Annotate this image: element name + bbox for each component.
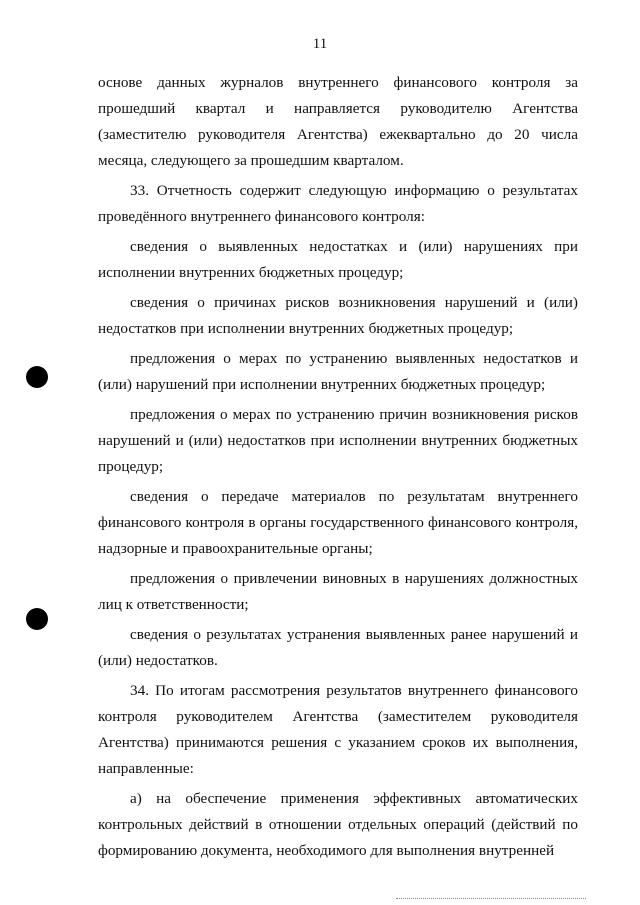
paragraph-list-item: сведения о причинах рисков возникновения нарушений и (или) недостатков при исполнении внутренних бюджетных процедур; <box>98 294 578 337</box>
paragraph-34: 34. По итогам рассмотрения результатов внутреннего финансового контроля руководителем Агентства (заместителем руководителя Агентства) принимаются решения с указанием сроков их выполнения, направленные: <box>98 682 578 777</box>
paragraph-list-item: сведения о результатах устранения выявленных ранее нарушений и (или) недостатков. <box>98 626 578 669</box>
punch-hole-top <box>26 366 48 388</box>
paragraph-34a: а) на обеспечение применения эффективных автоматических контрольных действий в отношении отдельных операций (действий по формированию документа, необходимого для выполнения внутренней <box>98 790 578 859</box>
paragraph-list-item: предложения о мерах по устранению выявленных недостатков и (или) нарушений при исполнении внутренних бюджетных процедур; <box>98 350 578 393</box>
punch-hole-bottom <box>26 608 48 630</box>
paragraph-list-item: предложения о мерах по устранению причин возникновения рисков нарушений и (или) недостатков при исполнении внутренних бюджетных процедур; <box>98 406 578 475</box>
paragraph-list-item: сведения о передаче материалов по результатам внутреннего финансового контроля в органы государственного финансового контроля, надзорные и правоохранительные органы; <box>98 488 578 557</box>
paragraph-list-item: предложения о привлечении виновных в нарушениях должностных лиц к ответственности; <box>98 570 578 613</box>
paragraph-list-item: сведения о выявленных недостатках и (или) нарушениях при исполнении внутренних бюджетных процедур; <box>98 238 578 281</box>
paragraph-continuation: основе данных журналов внутреннего финансового контроля за прошедший квартал и направляется руководителю Агентства (заместителю руководителя Агентства) ежеквартально до 20 числа месяца, следующего за прошедшим кварталом. <box>98 74 578 169</box>
page-number: 11 <box>312 36 328 52</box>
scan-artifact-line <box>396 898 586 899</box>
document-body <box>98 70 578 868</box>
paragraph-33: 33. Отчетность содержит следующую информацию о результатах проведённого внутреннего финансового контроля: <box>98 182 578 225</box>
